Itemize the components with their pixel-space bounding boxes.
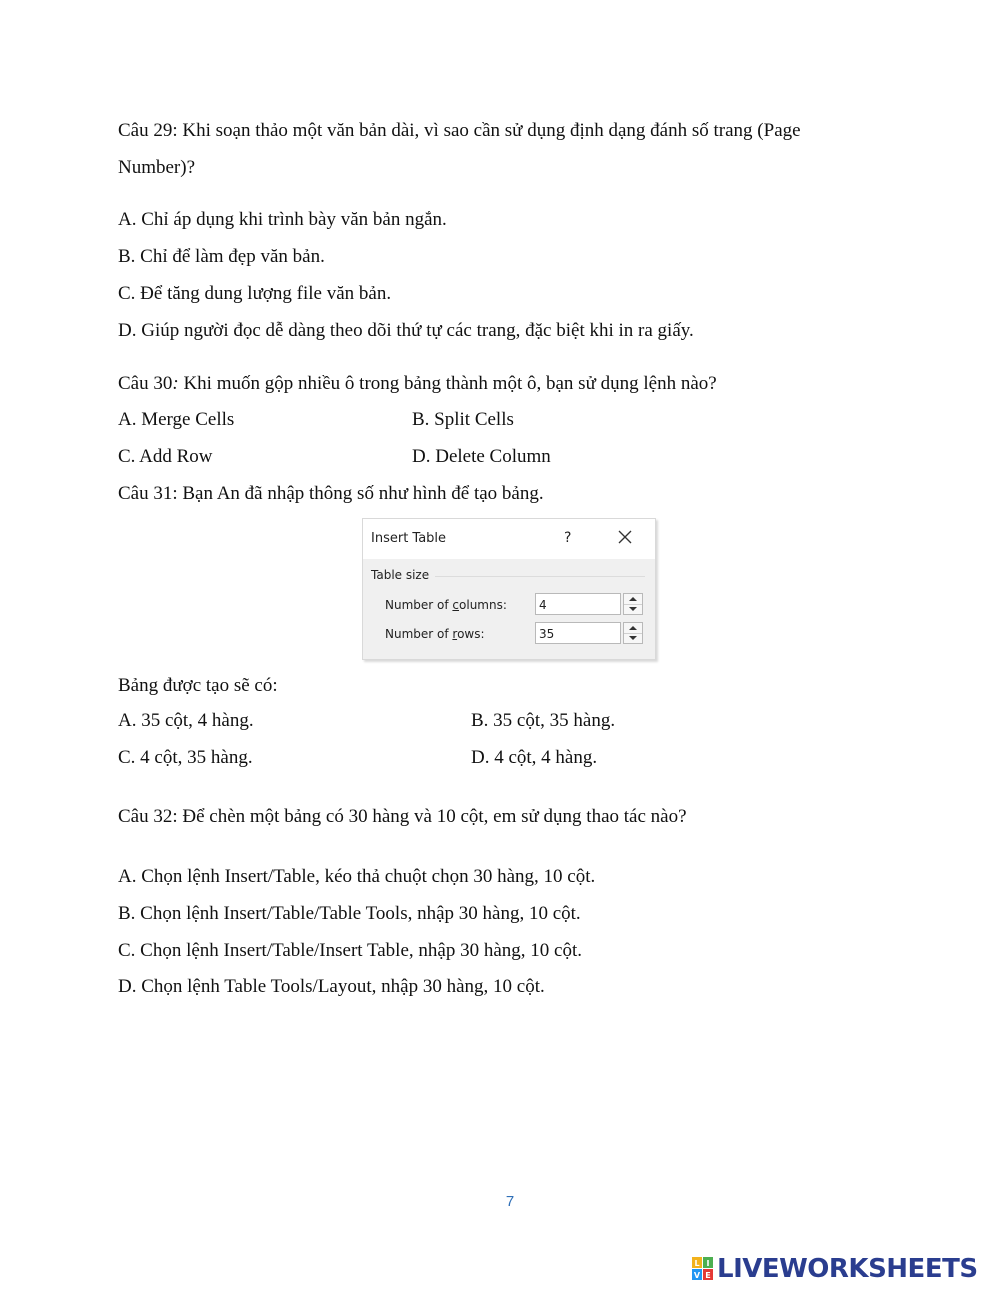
q30-stem-prefix: Câu 30 — [118, 373, 173, 394]
rows-input: 35 — [535, 622, 621, 644]
q31-option-b: B. 35 cột, 35 hàng. — [471, 710, 616, 731]
q30-stem — [118, 372, 717, 396]
spin-down-icon — [629, 636, 637, 640]
page-number: 7 — [505, 1193, 515, 1210]
q32-option-c: C. Chọn lệnh Insert/Table/Insert Table, nhập 30 hàng, 10 cột. — [118, 940, 582, 961]
rows-label-post: ows: — [457, 627, 485, 641]
q31-stem: Câu 31: Bạn An đã nhập thông số như hình để tạo bảng. — [118, 483, 544, 504]
dialog-title: Insert Table — [371, 531, 447, 546]
q30-option-a: A. Merge Cells — [118, 409, 235, 430]
q31-result-label: Bảng được tạo sẽ có: — [118, 675, 278, 696]
q32-option-a: A. Chọn lệnh Insert/Table, kéo thả chuột chọn 30 hàng, 10 cột. — [118, 866, 596, 887]
q29-option-b: B. Chỉ để làm đẹp văn bản. — [118, 246, 325, 267]
spin-down-icon — [629, 607, 637, 611]
q29-option-c: C. Để tăng dung lượng file văn bản. — [118, 283, 392, 304]
q30-stem-rest: Khi muốn gộp nhiều ô trong bảng thành một ô, bạn sử dụng lệnh nào? — [178, 373, 717, 394]
help-button: ? — [564, 530, 572, 546]
logo-letter-e: E — [705, 1271, 711, 1280]
columns-label-post: olumns: — [459, 598, 507, 612]
logo-letter-l: L — [694, 1259, 700, 1268]
group-divider — [435, 576, 645, 577]
liveworksheets-logo-icon — [692, 1257, 714, 1281]
liveworksheets-watermark — [692, 1254, 978, 1284]
watermark-text: LIVEWORKSHEETS — [717, 1254, 978, 1284]
q32-option-b: B. Chọn lệnh Insert/Table/Table Tools, nhập 30 hàng, 10 cột. — [118, 903, 581, 924]
logo-letter-i: I — [706, 1259, 710, 1268]
q30-option-c: C. Add Row — [118, 446, 213, 467]
columns-spinner — [623, 593, 643, 615]
q29-stem-line1: Câu 29: Khi soạn thảo một văn bản dài, vì sao cần sử dụng định dạng đánh số trang (Page — [118, 120, 801, 141]
rows-label — [385, 627, 485, 641]
q31-option-d: D. 4 cột, 4 hàng. — [471, 747, 598, 768]
spin-up-icon — [629, 597, 637, 601]
spin-up-icon — [629, 626, 637, 630]
table-size-group-label: Table size — [371, 568, 430, 582]
q30-option-b: B. Split Cells — [412, 409, 514, 430]
q32-stem: Câu 32: Để chèn một bảng có 30 hàng và 10 cột, em sử dụng thao tác nào? — [118, 806, 687, 827]
rows-label-accel: r — [452, 627, 458, 641]
columns-label-accel: c — [452, 598, 460, 612]
q31-option-c: C. 4 cột, 35 hàng. — [118, 747, 253, 768]
columns-input: 4 — [535, 593, 621, 615]
columns-label-pre: Number of — [385, 598, 453, 612]
q29-option-d: D. Giúp người đọc dễ dàng theo dõi thứ tự các trang, đặc biệt khi in ra giấy. — [118, 320, 694, 341]
close-icon — [617, 528, 633, 546]
rows-label-pre: Number of — [385, 627, 453, 641]
columns-label — [385, 598, 507, 612]
q30-stem-colon: : — [172, 373, 179, 394]
q30-option-d: D. Delete Column — [412, 446, 551, 467]
q29-stem-line2: Number)? — [118, 157, 196, 178]
q32-option-d: D. Chọn lệnh Table Tools/Layout, nhập 30 hàng, 10 cột. — [118, 976, 545, 997]
dialog-titlebar — [363, 519, 655, 559]
columns-spin-down — [624, 604, 642, 614]
logo-letter-v: V — [693, 1271, 701, 1280]
q31-option-a: A. 35 cột, 4 hàng. — [118, 710, 254, 731]
rows-spinner — [623, 622, 643, 644]
insert-table-dialog-image — [362, 518, 656, 660]
q29-option-a: A. Chỉ áp dụng khi trình bày văn bản ngắn. — [118, 209, 447, 230]
rows-spin-down — [624, 633, 642, 643]
